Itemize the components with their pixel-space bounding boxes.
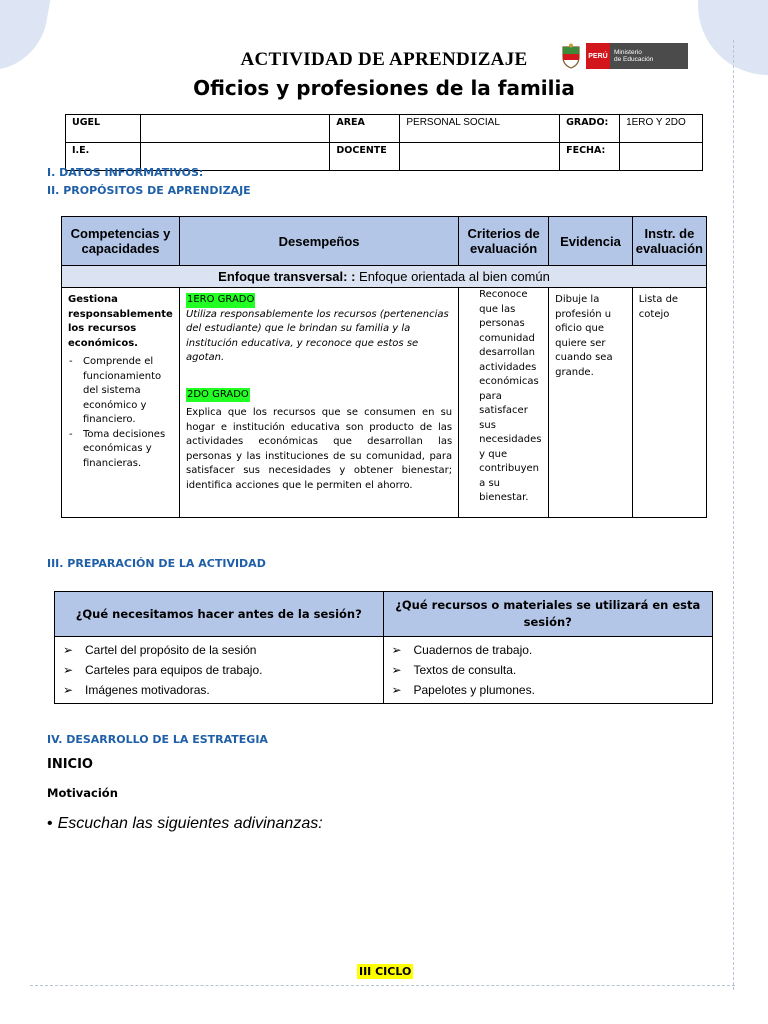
escuchan-text: Escuchan las siguientes adivinanzas: <box>57 815 323 832</box>
list-item <box>392 680 705 700</box>
section-propositos: II. PROPÓSITOS DE APRENDIZAJE <box>47 184 251 197</box>
ministry-label <box>610 43 688 69</box>
instrumento-cell: Lista de cotejo <box>632 288 706 518</box>
ugel-label: UGEL <box>66 115 141 143</box>
list-item: - Toma decisiones económicas y financieras. <box>81 428 173 472</box>
fecha-label: FECHA: <box>560 143 620 171</box>
escuchan-item <box>47 815 323 833</box>
grado2-label: 2DO GRADO <box>186 388 250 403</box>
list-item-label: Cuadernos de trabajo. <box>413 643 533 657</box>
competencias-table <box>61 216 707 518</box>
grado1-text: Utiliza responsablemente los recursos (pertenencias del estudiante) que le brindan su familia y la institución educativa, y reconoce que estos se agotan. <box>185 308 449 363</box>
header-antes-sesion: ¿Qué necesitamos hacer antes de la sesión? <box>55 592 384 637</box>
criterio-cell: Reconoce que las personas comunidad desarrollan actividades económicas para satisfacer sus necesidades y que contribuyen a su bienestar. <box>459 288 549 518</box>
header-recursos: ¿Qué recursos o materiales se utilizará en esta sesión? <box>383 592 713 637</box>
list-item <box>63 640 375 660</box>
motivacion-heading: Motivación <box>47 786 118 800</box>
list-item-label: Textos de consulta. <box>413 663 517 677</box>
table-row <box>62 288 707 518</box>
list-item-label: Papelotes y plumones. <box>413 683 535 697</box>
inicio-heading: INICIO <box>47 757 93 772</box>
page-border-bottom <box>30 985 735 986</box>
evidencia-cell: Dibuje la profesión u oficio que quiere ser cuando sea grande. <box>549 288 633 518</box>
arrow-bullet-icon: ➢ <box>391 643 402 657</box>
grado1-label: 1ERO GRADO <box>186 293 255 308</box>
document-subtitle: Oficios y profesiones de la familia <box>193 76 575 100</box>
ugel-value <box>140 115 330 143</box>
header-evidencia: Evidencia <box>549 217 633 266</box>
list-item <box>63 680 375 700</box>
document-title: ACTIVIDAD DE APRENDIZAJE <box>240 49 528 70</box>
preparacion-table <box>54 591 713 704</box>
ministry-line-2: de Educación <box>614 56 654 63</box>
header-criterios: Criterios de evaluación <box>459 217 549 266</box>
capacidades-list <box>68 355 173 471</box>
peru-label: PERÚ <box>586 43 610 69</box>
enfoque-transversal <box>62 266 707 288</box>
ie-label: I.E. <box>66 143 141 171</box>
table-row <box>55 637 713 704</box>
section-datos-informativos: I. DATOS INFORMATIVOS: <box>47 166 204 179</box>
table-row <box>66 115 703 143</box>
list-item-label: Imágenes motivadoras. <box>85 683 210 697</box>
section-desarrollo: IV. DESARROLLO DE LA ESTRATEGIA <box>47 733 268 746</box>
page-border-right <box>733 40 734 990</box>
list-item-label: Carteles para equipos de trabajo. <box>85 663 263 677</box>
list-item: - Comprende el funcionamiento del sistema económico y financiero. <box>81 355 173 428</box>
enfoque-row <box>62 266 707 288</box>
enfoque-value: Enfoque orientada al bien común <box>355 269 550 284</box>
docente-value <box>400 143 560 171</box>
list-item <box>392 640 705 660</box>
bullet-icon: • <box>47 815 53 832</box>
section-preparacion: III. PREPARACIÓN DE LA ACTIVIDAD <box>47 557 266 570</box>
fecha-value <box>620 143 703 171</box>
header-desempenos: Desempeños <box>179 217 458 266</box>
antes-sesion-cell <box>55 637 384 704</box>
arrow-bullet-icon: ➢ <box>63 643 74 657</box>
list-item-label: Cartel del propósito de la sesión <box>85 643 257 657</box>
arrow-bullet-icon: ➢ <box>391 663 402 677</box>
header-competencias: Competencias y capacidades <box>62 217 180 266</box>
ministry-logo <box>560 42 688 70</box>
arrow-bullet-icon: ➢ <box>63 663 74 677</box>
arrow-bullet-icon: ➢ <box>391 683 402 697</box>
grado2-text: Explica que los recursos que se consumen en su hogar e institución educativa son producto de las actividades económicas que desarrollan las personas y las instituciones de su comunidad, para satisfacer sus necesidades y obtener bienestar; identifica acciones que le permiten el ahorro. <box>185 407 453 491</box>
arrow-bullet-icon: ➢ <box>63 683 74 697</box>
grado-value: 1ERO Y 2DO <box>620 115 703 143</box>
grado-label: GRADO: <box>560 115 620 143</box>
table-header-row <box>55 592 713 637</box>
footer-ciclo: III CICLO <box>359 965 412 978</box>
desempenos-cell <box>179 288 458 518</box>
ministry-line-1: Ministerio <box>614 49 642 56</box>
area-value: PERSONAL SOCIAL <box>400 115 560 143</box>
area-label: AREA <box>330 115 400 143</box>
recursos-cell <box>383 637 713 704</box>
table-header-row <box>62 217 707 266</box>
docente-label: DOCENTE <box>330 143 400 171</box>
competencia-title: Gestiona responsablemente los recursos económicos. <box>68 294 173 349</box>
enfoque-label: Enfoque transversal: : <box>218 269 356 284</box>
list-item <box>392 660 705 680</box>
header-instrumento: Instr. de evaluación <box>632 217 706 266</box>
info-table <box>65 114 703 171</box>
list-item <box>63 660 375 680</box>
coat-of-arms-icon <box>560 43 582 69</box>
competencia-cell <box>62 288 180 518</box>
